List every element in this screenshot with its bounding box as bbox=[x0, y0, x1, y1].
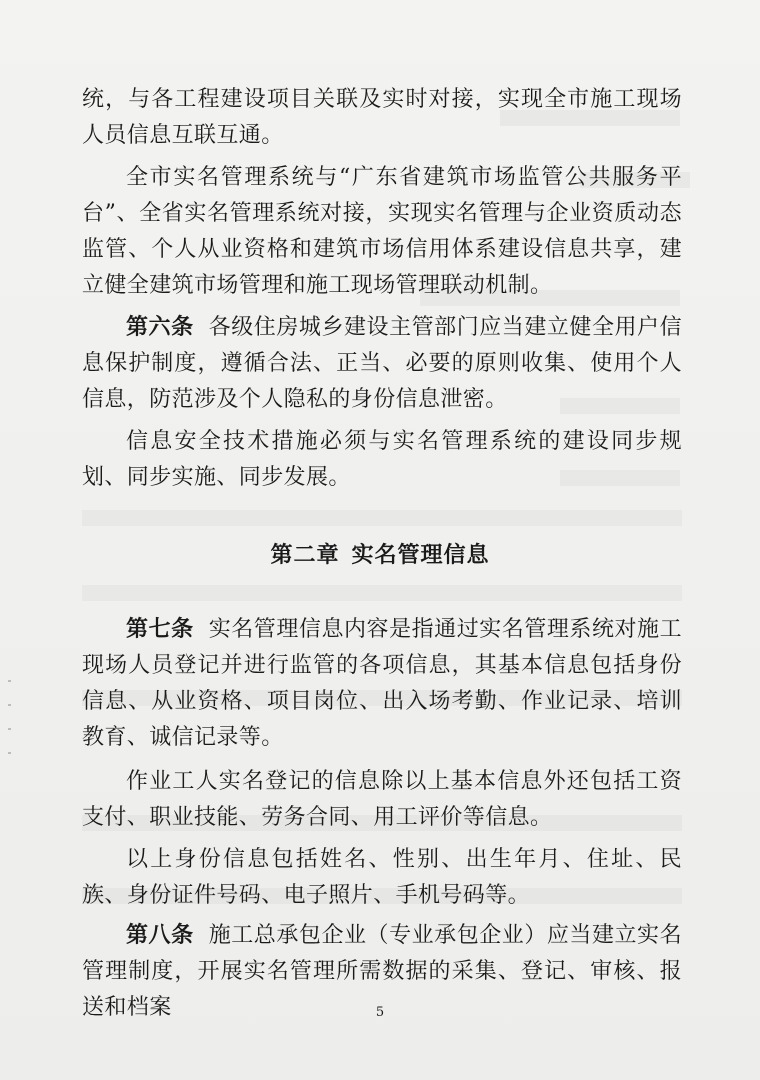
paragraph-6 bbox=[82, 764, 682, 836]
article-6-label: 第六条 bbox=[126, 315, 194, 340]
article-6 bbox=[82, 310, 682, 418]
article-8-text: 施工总承包企业（专业承包企业）应当建立实名管理制度，开展实名管理所需数据的采集、登记、审核、报送和档案 bbox=[82, 923, 682, 1020]
paragraph-6-text: 作业工人实名登记的信息除以上基本信息外还包括工资支付、职业技能、劳务合同、用工评价等信息。 bbox=[82, 769, 682, 830]
article-8-label: 第八条 bbox=[126, 923, 194, 948]
paragraph-1 bbox=[82, 82, 682, 154]
paragraph-2 bbox=[82, 160, 682, 304]
binding-marks bbox=[8, 680, 14, 760]
chapter-number: 第二章 bbox=[270, 543, 340, 568]
paragraph-2-text: 全市实名管理系统与“广东省建筑市场监管公共服务平台”、全省实名管理系统对接，实现实名管理与企业资质动态监管、个人从业资格和建筑市场信用体系建设信息共享，建立健全建筑市场管理和施工现场管理联动机制。 bbox=[82, 165, 682, 298]
chapter-heading bbox=[0, 538, 760, 569]
article-6-text: 各级住房城乡建设主管部门应当建立健全用户信息保护制度，遵循合法、正当、必要的原则收集、使用个人信息，防范涉及个人隐私的身份信息泄密。 bbox=[82, 315, 682, 412]
page-number: 5 bbox=[375, 1005, 385, 1020]
paragraph-4-text: 信息安全技术措施必须与实名管理系统的建设同步规划、同步实施、同步发展。 bbox=[82, 429, 682, 490]
chapter-title: 实名管理信息 bbox=[351, 543, 490, 568]
article-7 bbox=[82, 612, 682, 756]
paragraph-7 bbox=[82, 842, 682, 914]
paragraph-4 bbox=[82, 424, 682, 496]
paragraph-7-text: 以上身份信息包括姓名、性别、出生年月、住址、民族、身份证件号码、电子照片、手机号码等。 bbox=[82, 847, 682, 908]
paragraph-1-text: 统，与各工程建设项目关联及实时对接，实现全市施工现场人员信息互联互通。 bbox=[82, 87, 682, 148]
article-7-text: 实名管理信息内容是指通过实名管理系统对施工现场人员登记并进行监管的各项信息，其基本信息包括身份信息、从业资格、项目岗位、出入场考勤、作业记录、培训教育、诚信记录等。 bbox=[82, 617, 682, 750]
article-7-label: 第七条 bbox=[126, 617, 194, 642]
